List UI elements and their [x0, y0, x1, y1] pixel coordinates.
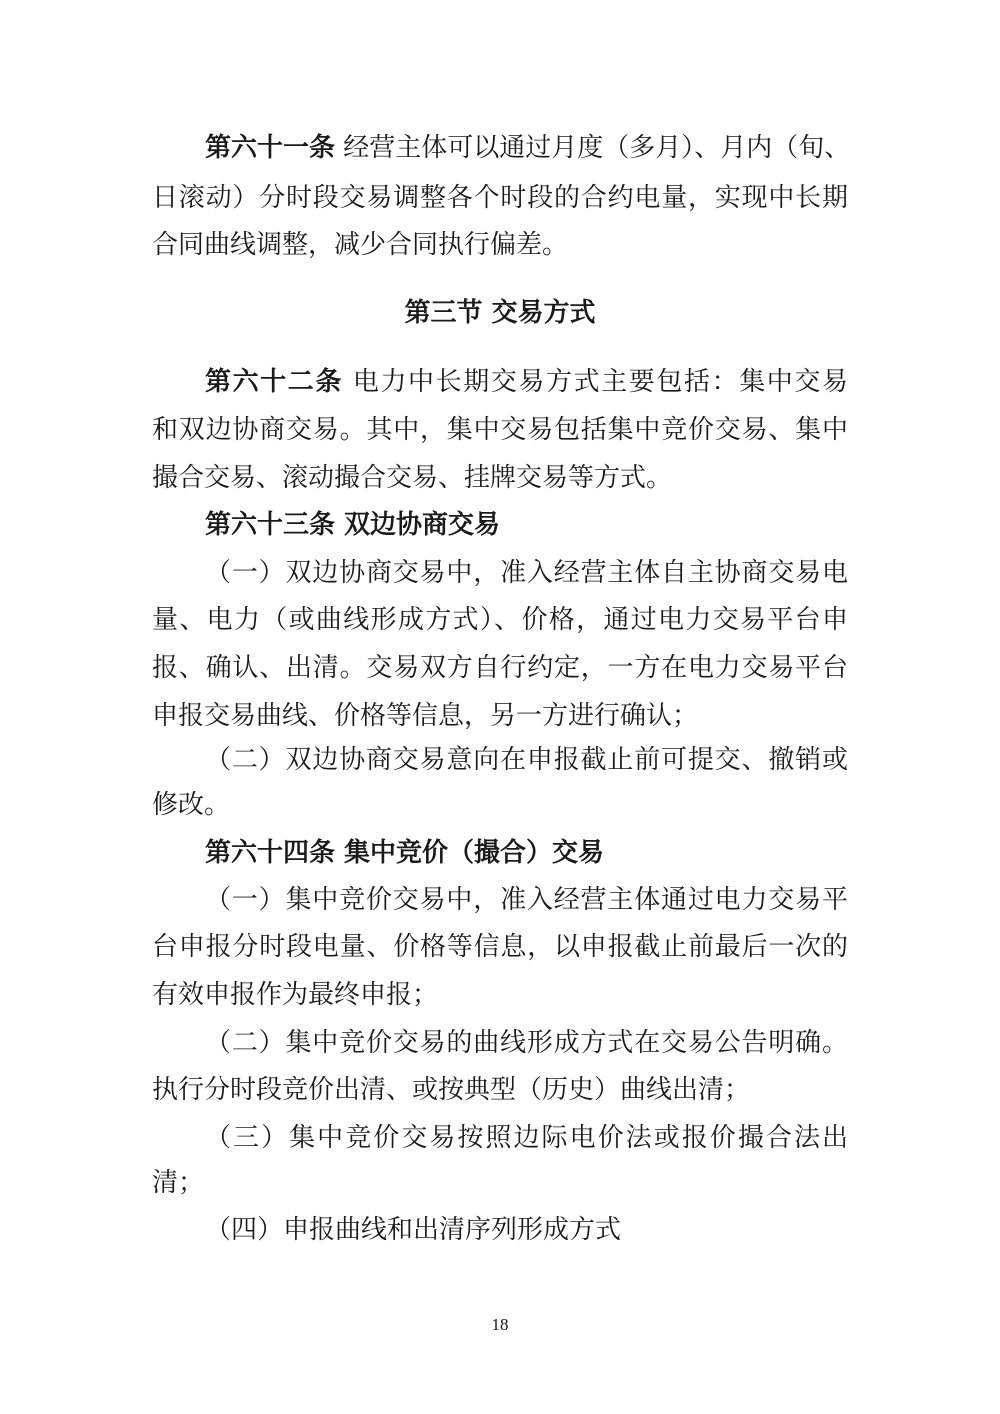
paragraph-line: （二）双边协商交易意向在申报截止前可提交、撤销或 — [205, 745, 848, 775]
paragraph-line: （二）集中竞价交易的曲线形成方式在交易公告明确。 — [205, 1028, 848, 1058]
paragraph-line: 修改。 — [152, 790, 231, 820]
paragraph-line: 申报交易曲线、价格等信息，另一方进行确认； — [152, 701, 699, 731]
article-62-line-3: 撮合交易、滚动撮合交易、挂牌交易等方式。 — [152, 463, 673, 493]
paragraph-line: 报、确认、出清。交易双方自行约定，一方在电力交易平台 — [152, 653, 848, 683]
paragraph-line: （一）集中竞价交易中，准入经营主体通过电力交易平 — [205, 885, 848, 915]
article-61-line-3: 合同曲线调整，减少合同执行偏差。 — [152, 230, 569, 260]
article-number: 第六十三条 双边协商交易 — [205, 510, 501, 540]
section-heading: 第三节 交易方式 — [404, 298, 596, 328]
paragraph-line: 清； — [152, 1168, 205, 1198]
paragraph-line: （四）申报曲线和出清序列形成方式 — [205, 1215, 622, 1245]
article-61-line-2: 日滚动）分时段交易调整各个时段的合约电量，实现中长期 — [152, 183, 848, 213]
article-number: 第六十二条 — [205, 367, 343, 397]
page-number: 18 — [491, 1315, 509, 1334]
text: 电力中长期交易方式主要包括：集中交易 — [342, 367, 848, 397]
article-63-title — [205, 505, 848, 545]
paragraph-line: （一）双边协商交易中，准入经营主体自主协商交易电 — [205, 558, 848, 588]
paragraph-line: 执行分时段竞价出清、或按典型（历史）曲线出清； — [152, 1075, 751, 1105]
paragraph-line: 有效申报作为最终申报； — [152, 980, 439, 1010]
paragraph-line: （三）集中竞价交易按照边际电价法或报价撮合法出 — [205, 1123, 848, 1153]
paragraph-line: 台申报分时段电量、价格等信息，以申报截止前最后一次的 — [152, 932, 848, 962]
article-64-title — [205, 833, 848, 873]
text: 经营主体可以通过月度（多月）、月内（旬、 — [335, 133, 851, 163]
article-number: 第六十四条 集中竞价（撮合）交易 — [205, 838, 605, 868]
paragraph-line: 量、电力（或曲线形成方式）、价格，通过电力交易平台申 — [152, 605, 848, 635]
article-62-line-1 — [205, 362, 848, 402]
article-62-line-2: 和双边协商交易。其中，集中交易包括集中竞价交易、集中 — [152, 415, 848, 445]
article-number: 第六十一条 — [205, 133, 336, 163]
article-61-line-1 — [205, 128, 851, 168]
